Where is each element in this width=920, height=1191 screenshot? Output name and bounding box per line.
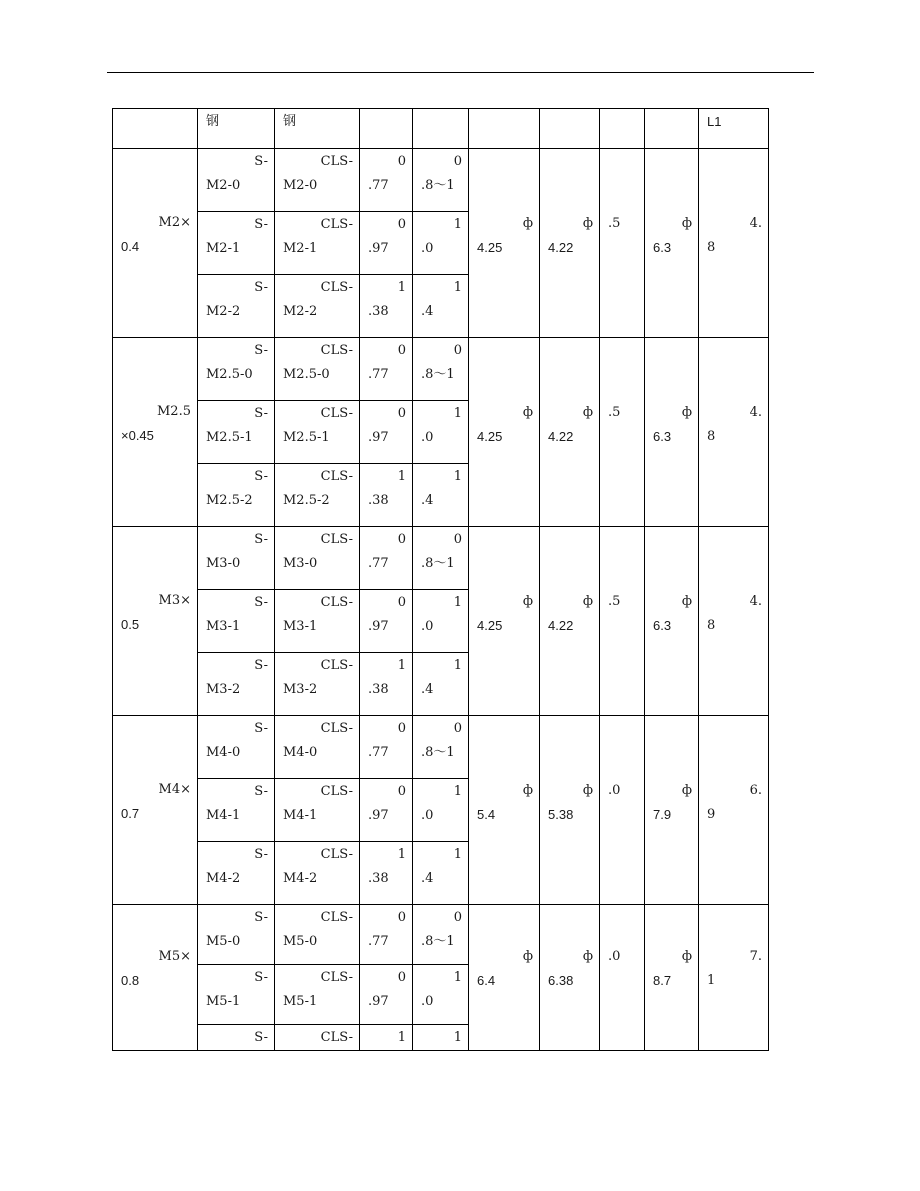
- length-cell-value: 1: [707, 973, 716, 988]
- table-row: [113, 338, 769, 401]
- diameter-1-cell: [469, 905, 540, 1051]
- code-prefix: S-: [254, 595, 268, 610]
- cls-suffix: M2.5-1: [283, 430, 330, 445]
- diameter-2-cell-top: ф: [582, 783, 593, 798]
- value-1-lead: 0: [397, 532, 406, 547]
- diameter-3-cell-value: 6.3: [653, 240, 672, 255]
- cls-suffix: M2-1: [283, 241, 318, 256]
- diameter-3-cell-top: ф: [681, 594, 692, 609]
- steel-code-cell: [198, 653, 275, 716]
- value-1-cell: [360, 779, 413, 842]
- value-1-cell: [360, 212, 413, 275]
- cls-code-cell: [275, 464, 360, 527]
- header-cell-8: [600, 109, 645, 149]
- cls-prefix: CLS-: [320, 469, 353, 484]
- value-2-cell: [413, 401, 469, 464]
- diameter-2-cell: [540, 527, 600, 716]
- code-prefix: S-: [254, 970, 268, 985]
- steel-code-cell: [198, 275, 275, 338]
- spec-table: [112, 108, 769, 1051]
- cls-prefix: CLS-: [320, 721, 353, 736]
- value-2-lead: 0: [453, 154, 462, 169]
- diameter-3-cell: [645, 338, 699, 527]
- code-suffix: M2.5-0: [206, 367, 253, 382]
- thread-size-secondary: ×0.45: [121, 428, 154, 443]
- diameter-2-cell-value: 6.38: [548, 973, 574, 988]
- diameter-2-cell-top: ф: [582, 594, 593, 609]
- cls-code-cell: [275, 965, 360, 1025]
- value-1-tail: .77: [368, 745, 389, 760]
- value-2-tail: .0: [421, 241, 434, 256]
- cls-code-cell: [275, 401, 360, 464]
- steel-code-cell: [198, 527, 275, 590]
- thread-size-primary: M2.5: [157, 404, 191, 419]
- diameter-3-cell: [645, 149, 699, 338]
- cls-code-cell: [275, 275, 360, 338]
- code-prefix: S-: [254, 532, 268, 547]
- cls-code-cell: [275, 842, 360, 905]
- code-suffix: M2-1: [206, 241, 241, 256]
- diameter-2-cell-value: 4.22: [548, 618, 574, 633]
- code-suffix: M3-0: [206, 556, 241, 571]
- diameter-2-cell: [540, 905, 600, 1051]
- length-cell-top: 4.: [749, 594, 762, 609]
- value-1-lead: 0: [397, 217, 406, 232]
- thread-size-cell: [113, 338, 198, 527]
- code-suffix: M2.5-2: [206, 493, 253, 508]
- diameter-1-cell-value: 4.25: [477, 618, 503, 633]
- diameter-1-cell: [469, 716, 540, 905]
- thickness-cell-value: .5: [608, 594, 621, 609]
- thread-size-primary: M5×: [158, 949, 191, 964]
- cls-suffix: M4-1: [283, 808, 318, 823]
- table-row: [113, 527, 769, 590]
- diameter-1-cell-top: ф: [522, 216, 533, 231]
- value-1-cell: [360, 965, 413, 1025]
- thickness-cell: [600, 338, 645, 527]
- value-2-lead: 1: [453, 784, 462, 799]
- diameter-2-cell: [540, 338, 600, 527]
- diameter-3-cell-top: ф: [681, 949, 692, 964]
- value-1-tail: .38: [368, 493, 389, 508]
- thickness-cell-value: .5: [608, 216, 621, 231]
- value-1-lead: 0: [397, 406, 406, 421]
- thread-size-secondary: 0.8: [121, 973, 140, 988]
- value-2-tail: .0: [421, 808, 434, 823]
- value-2-cell: [413, 965, 469, 1025]
- cls-code-cell: [275, 716, 360, 779]
- thread-size-primary: M4×: [158, 782, 191, 797]
- length-cell-top: 4.: [749, 405, 762, 420]
- value-1-tail: .97: [368, 808, 389, 823]
- value-1-cell: [360, 905, 413, 965]
- cls-prefix: CLS-: [320, 532, 353, 547]
- thread-size-cell: [113, 149, 198, 338]
- cls-suffix: M5-1: [283, 994, 318, 1009]
- code-prefix: S-: [254, 847, 268, 862]
- steel-code-cell: [198, 1025, 275, 1051]
- cls-suffix: M2-0: [283, 178, 318, 193]
- steel-code-cell: [198, 779, 275, 842]
- value-2-lead: 1: [453, 469, 462, 484]
- value-1-lead: 1: [397, 1030, 406, 1045]
- value-1-lead: 0: [397, 154, 406, 169]
- cls-prefix: CLS-: [320, 343, 353, 358]
- cls-code-cell: [275, 527, 360, 590]
- table-row: [113, 149, 769, 212]
- value-2-cell: [413, 527, 469, 590]
- cls-suffix: M3-0: [283, 556, 318, 571]
- value-2-cell: [413, 905, 469, 965]
- header-cell-7: [540, 109, 600, 149]
- value-1-tail: .77: [368, 178, 389, 193]
- length-cell: [699, 338, 769, 527]
- value-2-tail: .8～1: [421, 556, 455, 571]
- code-prefix: S-: [254, 721, 268, 736]
- value-1-cell: [360, 590, 413, 653]
- header-cell-l1: L1: [699, 109, 769, 149]
- value-2-cell: [413, 464, 469, 527]
- value-1-cell: [360, 842, 413, 905]
- cls-prefix: CLS-: [320, 658, 353, 673]
- thickness-cell: [600, 149, 645, 338]
- diameter-3-cell-value: 6.3: [653, 429, 672, 444]
- value-1-cell: [360, 1025, 413, 1051]
- cls-suffix: M4-2: [283, 871, 318, 886]
- value-2-cell: [413, 275, 469, 338]
- value-2-tail: .0: [421, 619, 434, 634]
- steel-code-cell: [198, 212, 275, 275]
- code-prefix: S-: [254, 784, 268, 799]
- cls-prefix: CLS-: [320, 154, 353, 169]
- thread-size-secondary: 0.7: [121, 806, 140, 821]
- value-1-tail: .97: [368, 994, 389, 1009]
- cls-code-cell: [275, 338, 360, 401]
- value-1-tail: .77: [368, 556, 389, 571]
- code-prefix: S-: [254, 469, 268, 484]
- cls-suffix: M2.5-2: [283, 493, 330, 508]
- length-cell: [699, 149, 769, 338]
- length-cell: [699, 527, 769, 716]
- steel-code-cell: [198, 464, 275, 527]
- diameter-2-cell-value: 5.38: [548, 807, 574, 822]
- cls-suffix: M2.5-0: [283, 367, 330, 382]
- diameter-3-cell: [645, 905, 699, 1051]
- value-1-lead: 1: [397, 280, 406, 295]
- header-rule: [107, 72, 814, 73]
- value-1-lead: 0: [397, 343, 406, 358]
- value-2-cell: [413, 716, 469, 779]
- value-2-tail: .0: [421, 430, 434, 445]
- code-prefix: S-: [254, 1030, 268, 1045]
- cls-code-cell: [275, 653, 360, 716]
- diameter-3-cell-value: 6.3: [653, 618, 672, 633]
- cls-suffix: M3-2: [283, 682, 318, 697]
- diameter-1-cell-value: 4.25: [477, 429, 503, 444]
- code-suffix: M4-2: [206, 871, 241, 886]
- length-cell: [699, 716, 769, 905]
- cls-code-cell: [275, 590, 360, 653]
- value-1-cell: [360, 716, 413, 779]
- code-suffix: M4-1: [206, 808, 241, 823]
- value-2-tail: .0: [421, 994, 434, 1009]
- value-2-lead: 0: [453, 532, 462, 547]
- cls-suffix: M2-2: [283, 304, 318, 319]
- value-1-lead: 0: [397, 784, 406, 799]
- value-1-tail: .77: [368, 934, 389, 949]
- value-1-cell: [360, 401, 413, 464]
- value-2-tail: .4: [421, 682, 434, 697]
- diameter-3-cell-value: 7.9: [653, 807, 672, 822]
- cls-suffix: M3-1: [283, 619, 318, 634]
- cls-prefix: CLS-: [320, 595, 353, 610]
- header-cell-6: [469, 109, 540, 149]
- cls-suffix: M5-0: [283, 934, 318, 949]
- thread-size-secondary: 0.4: [121, 239, 140, 254]
- thickness-cell: [600, 905, 645, 1051]
- length-cell-top: 4.: [749, 216, 762, 231]
- value-1-tail: .38: [368, 682, 389, 697]
- diameter-2-cell-top: ф: [582, 405, 593, 420]
- value-1-lead: 0: [397, 910, 406, 925]
- table-row: [113, 716, 769, 779]
- value-2-tail: .8～1: [421, 178, 455, 193]
- value-1-lead: 0: [397, 970, 406, 985]
- diameter-1-cell-value: 6.4: [477, 973, 496, 988]
- code-prefix: S-: [254, 910, 268, 925]
- steel-code-cell: [198, 842, 275, 905]
- steel-code-cell: [198, 905, 275, 965]
- code-prefix: S-: [254, 406, 268, 421]
- header-cell-steel-a: 钢: [198, 109, 275, 149]
- value-2-lead: 1: [453, 1030, 462, 1045]
- diameter-2-cell-value: 4.22: [548, 240, 574, 255]
- value-2-cell: [413, 653, 469, 716]
- code-prefix: S-: [254, 217, 268, 232]
- code-suffix: M2-0: [206, 178, 241, 193]
- cls-code-cell: [275, 1025, 360, 1051]
- value-2-cell: [413, 842, 469, 905]
- length-cell-value: 8: [707, 618, 716, 633]
- code-prefix: S-: [254, 343, 268, 358]
- diameter-2-cell-top: ф: [582, 216, 593, 231]
- diameter-1-cell-top: ф: [522, 594, 533, 609]
- diameter-3-cell-top: ф: [681, 783, 692, 798]
- cls-code-cell: [275, 149, 360, 212]
- header-cell-4: [360, 109, 413, 149]
- header-cell-5: [413, 109, 469, 149]
- diameter-1-cell-top: ф: [522, 783, 533, 798]
- length-cell: [699, 905, 769, 1051]
- diameter-2-cell-value: 4.22: [548, 429, 574, 444]
- thickness-cell: [600, 716, 645, 905]
- value-1-tail: .97: [368, 241, 389, 256]
- steel-code-cell: [198, 401, 275, 464]
- value-2-cell: [413, 779, 469, 842]
- code-suffix: M2.5-1: [206, 430, 253, 445]
- diameter-3-cell: [645, 716, 699, 905]
- code-suffix: M3-2: [206, 682, 241, 697]
- thickness-cell-value: .0: [608, 783, 621, 798]
- diameter-3-cell-value: 8.7: [653, 973, 672, 988]
- value-2-lead: 0: [453, 343, 462, 358]
- cls-prefix: CLS-: [320, 280, 353, 295]
- value-2-lead: 0: [453, 910, 462, 925]
- value-2-lead: 1: [453, 595, 462, 610]
- value-1-lead: 1: [397, 658, 406, 673]
- diameter-2-cell: [540, 149, 600, 338]
- value-1-tail: .38: [368, 871, 389, 886]
- value-2-cell: [413, 590, 469, 653]
- diameter-1-cell: [469, 527, 540, 716]
- value-1-cell: [360, 275, 413, 338]
- diameter-1-cell: [469, 338, 540, 527]
- value-1-tail: .97: [368, 619, 389, 634]
- diameter-1-cell-value: 5.4: [477, 807, 496, 822]
- thread-size-primary: M2×: [158, 215, 191, 230]
- value-2-tail: .8～1: [421, 745, 455, 760]
- value-1-cell: [360, 149, 413, 212]
- cls-code-cell: [275, 779, 360, 842]
- cls-prefix: CLS-: [320, 1030, 353, 1045]
- steel-code-cell: [198, 590, 275, 653]
- value-1-lead: 1: [397, 847, 406, 862]
- code-suffix: M5-0: [206, 934, 241, 949]
- value-1-lead: 0: [397, 721, 406, 736]
- diameter-1-cell: [469, 149, 540, 338]
- code-suffix: M3-1: [206, 619, 241, 634]
- steel-code-cell: [198, 965, 275, 1025]
- value-2-lead: 1: [453, 217, 462, 232]
- diameter-3-cell: [645, 527, 699, 716]
- value-1-cell: [360, 653, 413, 716]
- header-row: [113, 109, 769, 149]
- diameter-1-cell-value: 4.25: [477, 240, 503, 255]
- thread-size-cell: [113, 527, 198, 716]
- thickness-cell: [600, 527, 645, 716]
- diameter-3-cell-top: ф: [681, 405, 692, 420]
- diameter-1-cell-top: ф: [522, 949, 533, 964]
- diameter-1-cell-top: ф: [522, 405, 533, 420]
- value-1-cell: [360, 527, 413, 590]
- cls-prefix: CLS-: [320, 217, 353, 232]
- value-2-lead: 1: [453, 658, 462, 673]
- value-2-tail: .8～1: [421, 934, 455, 949]
- thread-size-primary: M3×: [158, 593, 191, 608]
- length-cell-top: 6.: [749, 783, 762, 798]
- steel-code-cell: [198, 716, 275, 779]
- thread-size-cell: [113, 716, 198, 905]
- length-cell-top: 7.: [749, 949, 762, 964]
- value-2-tail: .4: [421, 871, 434, 886]
- length-cell-value: 8: [707, 429, 716, 444]
- value-2-lead: 0: [453, 721, 462, 736]
- code-suffix: M2-2: [206, 304, 241, 319]
- value-1-tail: .38: [368, 304, 389, 319]
- steel-code-cell: [198, 149, 275, 212]
- value-1-lead: 1: [397, 469, 406, 484]
- code-prefix: S-: [254, 280, 268, 295]
- value-2-lead: 1: [453, 280, 462, 295]
- value-1-tail: .77: [368, 367, 389, 382]
- thickness-cell-value: .0: [608, 949, 621, 964]
- value-2-lead: 1: [453, 970, 462, 985]
- code-prefix: S-: [254, 658, 268, 673]
- diameter-2-cell: [540, 716, 600, 905]
- steel-code-cell: [198, 338, 275, 401]
- value-2-cell: [413, 212, 469, 275]
- spec-table-body: [113, 109, 769, 1051]
- value-2-tail: .4: [421, 493, 434, 508]
- value-2-lead: 1: [453, 406, 462, 421]
- thickness-cell-value: .5: [608, 405, 621, 420]
- header-cell-9: [645, 109, 699, 149]
- cls-code-cell: [275, 905, 360, 965]
- length-cell-value: 9: [707, 807, 716, 822]
- code-suffix: M4-0: [206, 745, 241, 760]
- thread-size-cell: [113, 905, 198, 1051]
- value-2-tail: .4: [421, 304, 434, 319]
- cls-prefix: CLS-: [320, 910, 353, 925]
- value-1-cell: [360, 464, 413, 527]
- diameter-3-cell-top: ф: [681, 216, 692, 231]
- cls-code-cell: [275, 212, 360, 275]
- value-1-tail: .97: [368, 430, 389, 445]
- cls-prefix: CLS-: [320, 406, 353, 421]
- cls-prefix: CLS-: [320, 847, 353, 862]
- value-1-lead: 0: [397, 595, 406, 610]
- value-2-cell: [413, 1025, 469, 1051]
- cls-prefix: CLS-: [320, 970, 353, 985]
- length-cell-value: 8: [707, 240, 716, 255]
- value-2-tail: .8～1: [421, 367, 455, 382]
- code-suffix: M5-1: [206, 994, 241, 1009]
- value-2-cell: [413, 149, 469, 212]
- header-cell-steel-b: 钢: [275, 109, 360, 149]
- thread-size-secondary: 0.5: [121, 617, 140, 632]
- code-prefix: S-: [254, 154, 268, 169]
- cls-prefix: CLS-: [320, 784, 353, 799]
- value-2-cell: [413, 338, 469, 401]
- cls-suffix: M4-0: [283, 745, 318, 760]
- value-1-cell: [360, 338, 413, 401]
- value-2-lead: 1: [453, 847, 462, 862]
- table-row: [113, 905, 769, 965]
- header-cell-1: [113, 109, 198, 149]
- diameter-2-cell-top: ф: [582, 949, 593, 964]
